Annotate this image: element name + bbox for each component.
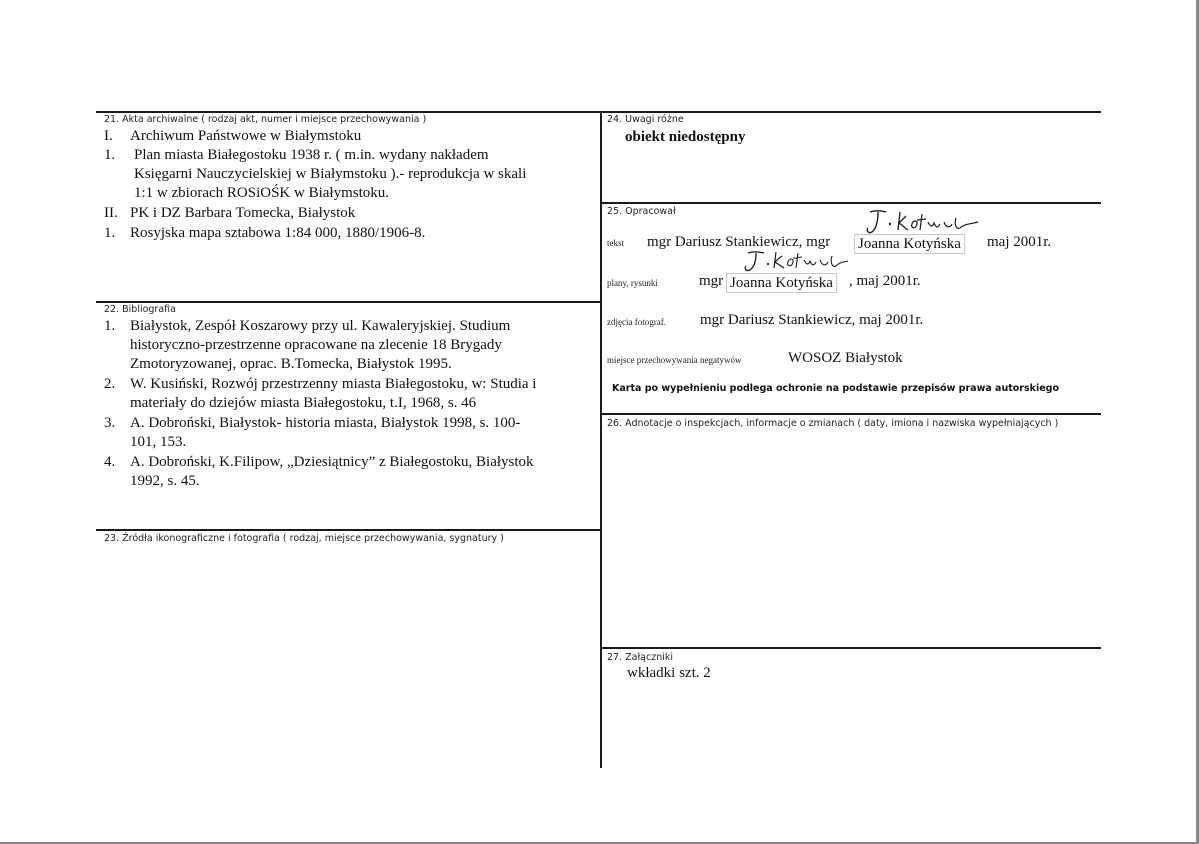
attachments-value: wkładki szt. 2 [627,665,711,681]
entry-text-line: 101, 153. [130,434,187,450]
entry-number: I. [104,128,113,144]
rule-top-left [96,111,601,113]
rule-21-22 [96,301,601,303]
entry-number: 1. [104,318,116,334]
entry-text-line: Białystok, Zespół Koszarowy przy ul. Kawaleryjskiej. Studium [130,318,511,334]
rule-top-right [601,111,1101,113]
miejsce-value: WOSOZ Białystok [788,350,903,366]
copyright-notice: Karta po wypełnieniu podlega ochronie na podstawie przepisów prawa autorskiego [612,383,1059,394]
plany-value-a: mgr [699,273,724,289]
entry-text-line: A. Dobroński, Białystok- historia miasta, Białystok 1998, s. 100- [130,415,521,431]
section-26-label: 26. Adnotacje o inspekcjach, informacje o zmianach ( daty, imiona i nazwiska wypełniających ) [607,418,1059,429]
entry-number: 4. [104,454,116,470]
rule-26-27 [601,647,1101,649]
plany-label: plany, rysunki [607,278,658,288]
s24-remark: obiekt niedostępny [625,129,746,145]
rule-22-23 [96,529,601,531]
entry-text-line: W. Kusiński, Rozwój przestrzenny miasta Białegostoku, w: Studia i [130,376,537,392]
rule-center [600,111,602,768]
section-23-label: 23. Źródła ikonograficzne i fotografia ( rodzaj, miejsce przechowywania, sygnatury ) [104,533,504,544]
entry-number: 1. [104,147,116,163]
entry-text-line: Księgarni Nauczycielskiej w Białymstoku ).- reprodukcja w skali [134,166,527,182]
entry-text: Rosyjska mapa sztabowa 1:84 000, 1880/1906-8. [130,225,426,241]
zdjecia-value: mgr Dariusz Stankiewicz, maj 2001r. [700,312,924,328]
entry-text-line: Plan miasta Białegostoku 1938 r. ( m.in. wydany nakładem [134,147,489,163]
entry-text: PK i DZ Barbara Tomecka, Białystok [130,205,356,221]
miejsce-label: miejsce przechowywania negatywów [607,355,742,365]
rule-24-25 [601,202,1101,204]
entry-text-line: Zmotoryzowanej, oprac. B.Tomecka, Białystok 1995. [130,356,452,372]
entry-text-line: materiały do dziejów miasta Białegostoku, t.I, 1968, s. 46 [130,395,477,411]
section-27-label: 27. Załączniki [607,652,673,663]
tekst-label: tekst [607,238,624,248]
entry-number: II. [104,205,118,221]
plany-value-b: Joanna Kotyńska [726,273,837,293]
section-25-label: 25. Opracował [607,206,676,217]
entry-number: 3. [104,415,116,431]
entry-text: Archiwum Państwowe w Białymstoku [130,128,362,144]
entry-text-line: 1:1 w zbiorach ROSiOŚK w Białymstoku. [134,185,389,201]
tekst-value-a: mgr Dariusz Stankiewicz, mgr [647,234,831,250]
tekst-value-b: Joanna Kotyńska [854,234,965,254]
entry-text-line: 1992, s. 45. [130,473,200,489]
entry-number: 1. [104,225,116,241]
tekst-value-c: maj 2001r. [987,234,1052,250]
rule-25-26 [601,413,1101,415]
section-22-label: 22. Bibliografia [104,304,176,315]
entry-text-line: historyczno-przestrzenne opracowane na zlecenie 18 Brygady [130,337,502,353]
entry-number: 2. [104,376,116,392]
plany-value-c: , maj 2001r. [849,273,921,289]
section-21-label: 21. Akta archiwalne ( rodzaj akt, numer i miejsce przechowywania ) [104,114,427,125]
entry-text-line: A. Dobroński, K.Filipow, „Dziesiątnicy” z Białegostoku, Białystok [130,454,534,470]
section-24-label: 24. Uwagi różne [607,114,684,125]
zdjecia-label: zdjęcia fotograf. [607,317,666,327]
